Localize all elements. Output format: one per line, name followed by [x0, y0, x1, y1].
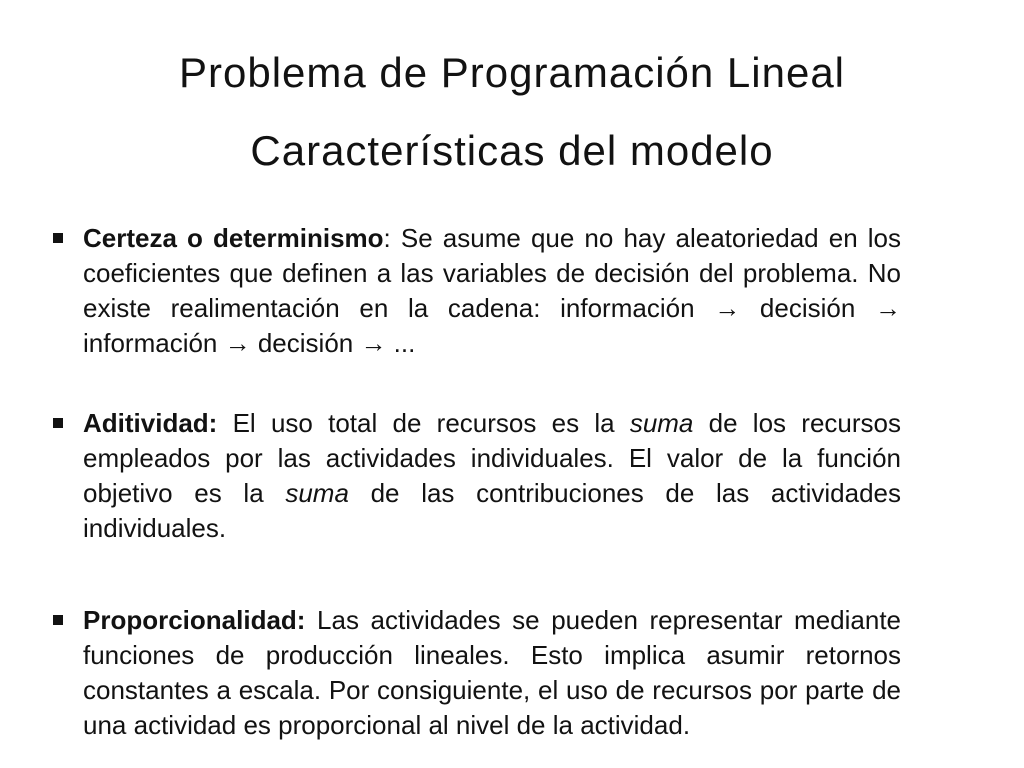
text-run: El uso total de recursos es la [232, 408, 630, 438]
square-bullet-icon [53, 615, 63, 625]
text-run: de las contribuciones de las actividades individuales. [83, 478, 902, 543]
bullet-item [52, 603, 901, 743]
text-run: Aditividad: [83, 408, 233, 438]
text-run: suma [629, 408, 694, 438]
bullet-text [83, 408, 901, 543]
slide-title: Problema de Programación Lineal [178, 49, 846, 96]
square-bullet-icon [53, 418, 63, 428]
text-run: Las actividades se pueden representar mediante funciones de producción lineales. Esto implica asumir retornos constantes a escala. Por consiguiente, el uso de recursos por parte de una actividad es proporcional al nivel de la actividad. [83, 605, 901, 740]
text-run: de los recursos empleados por las actividades individuales. El valor de la función objetivo es la [83, 408, 901, 508]
bullet-item [52, 406, 901, 546]
text-run: : Se asume que no hay aleatoriedad en los coeficientes que definen a las variables de decisión del problema. No existe realimentación en la cadena: información → decisión → información → decisión → ... [83, 223, 901, 358]
text-run: suma [285, 478, 349, 508]
bullet-list [52, 221, 901, 743]
text-run: Proporcionalidad: [83, 605, 318, 635]
text-run: Certeza o determinismo [83, 223, 384, 253]
square-bullet-icon [53, 233, 63, 243]
bullet-text [83, 605, 901, 740]
slide-subtitle: Características del modelo [250, 127, 774, 174]
bullet-text [83, 223, 901, 358]
bullet-item [52, 221, 901, 361]
